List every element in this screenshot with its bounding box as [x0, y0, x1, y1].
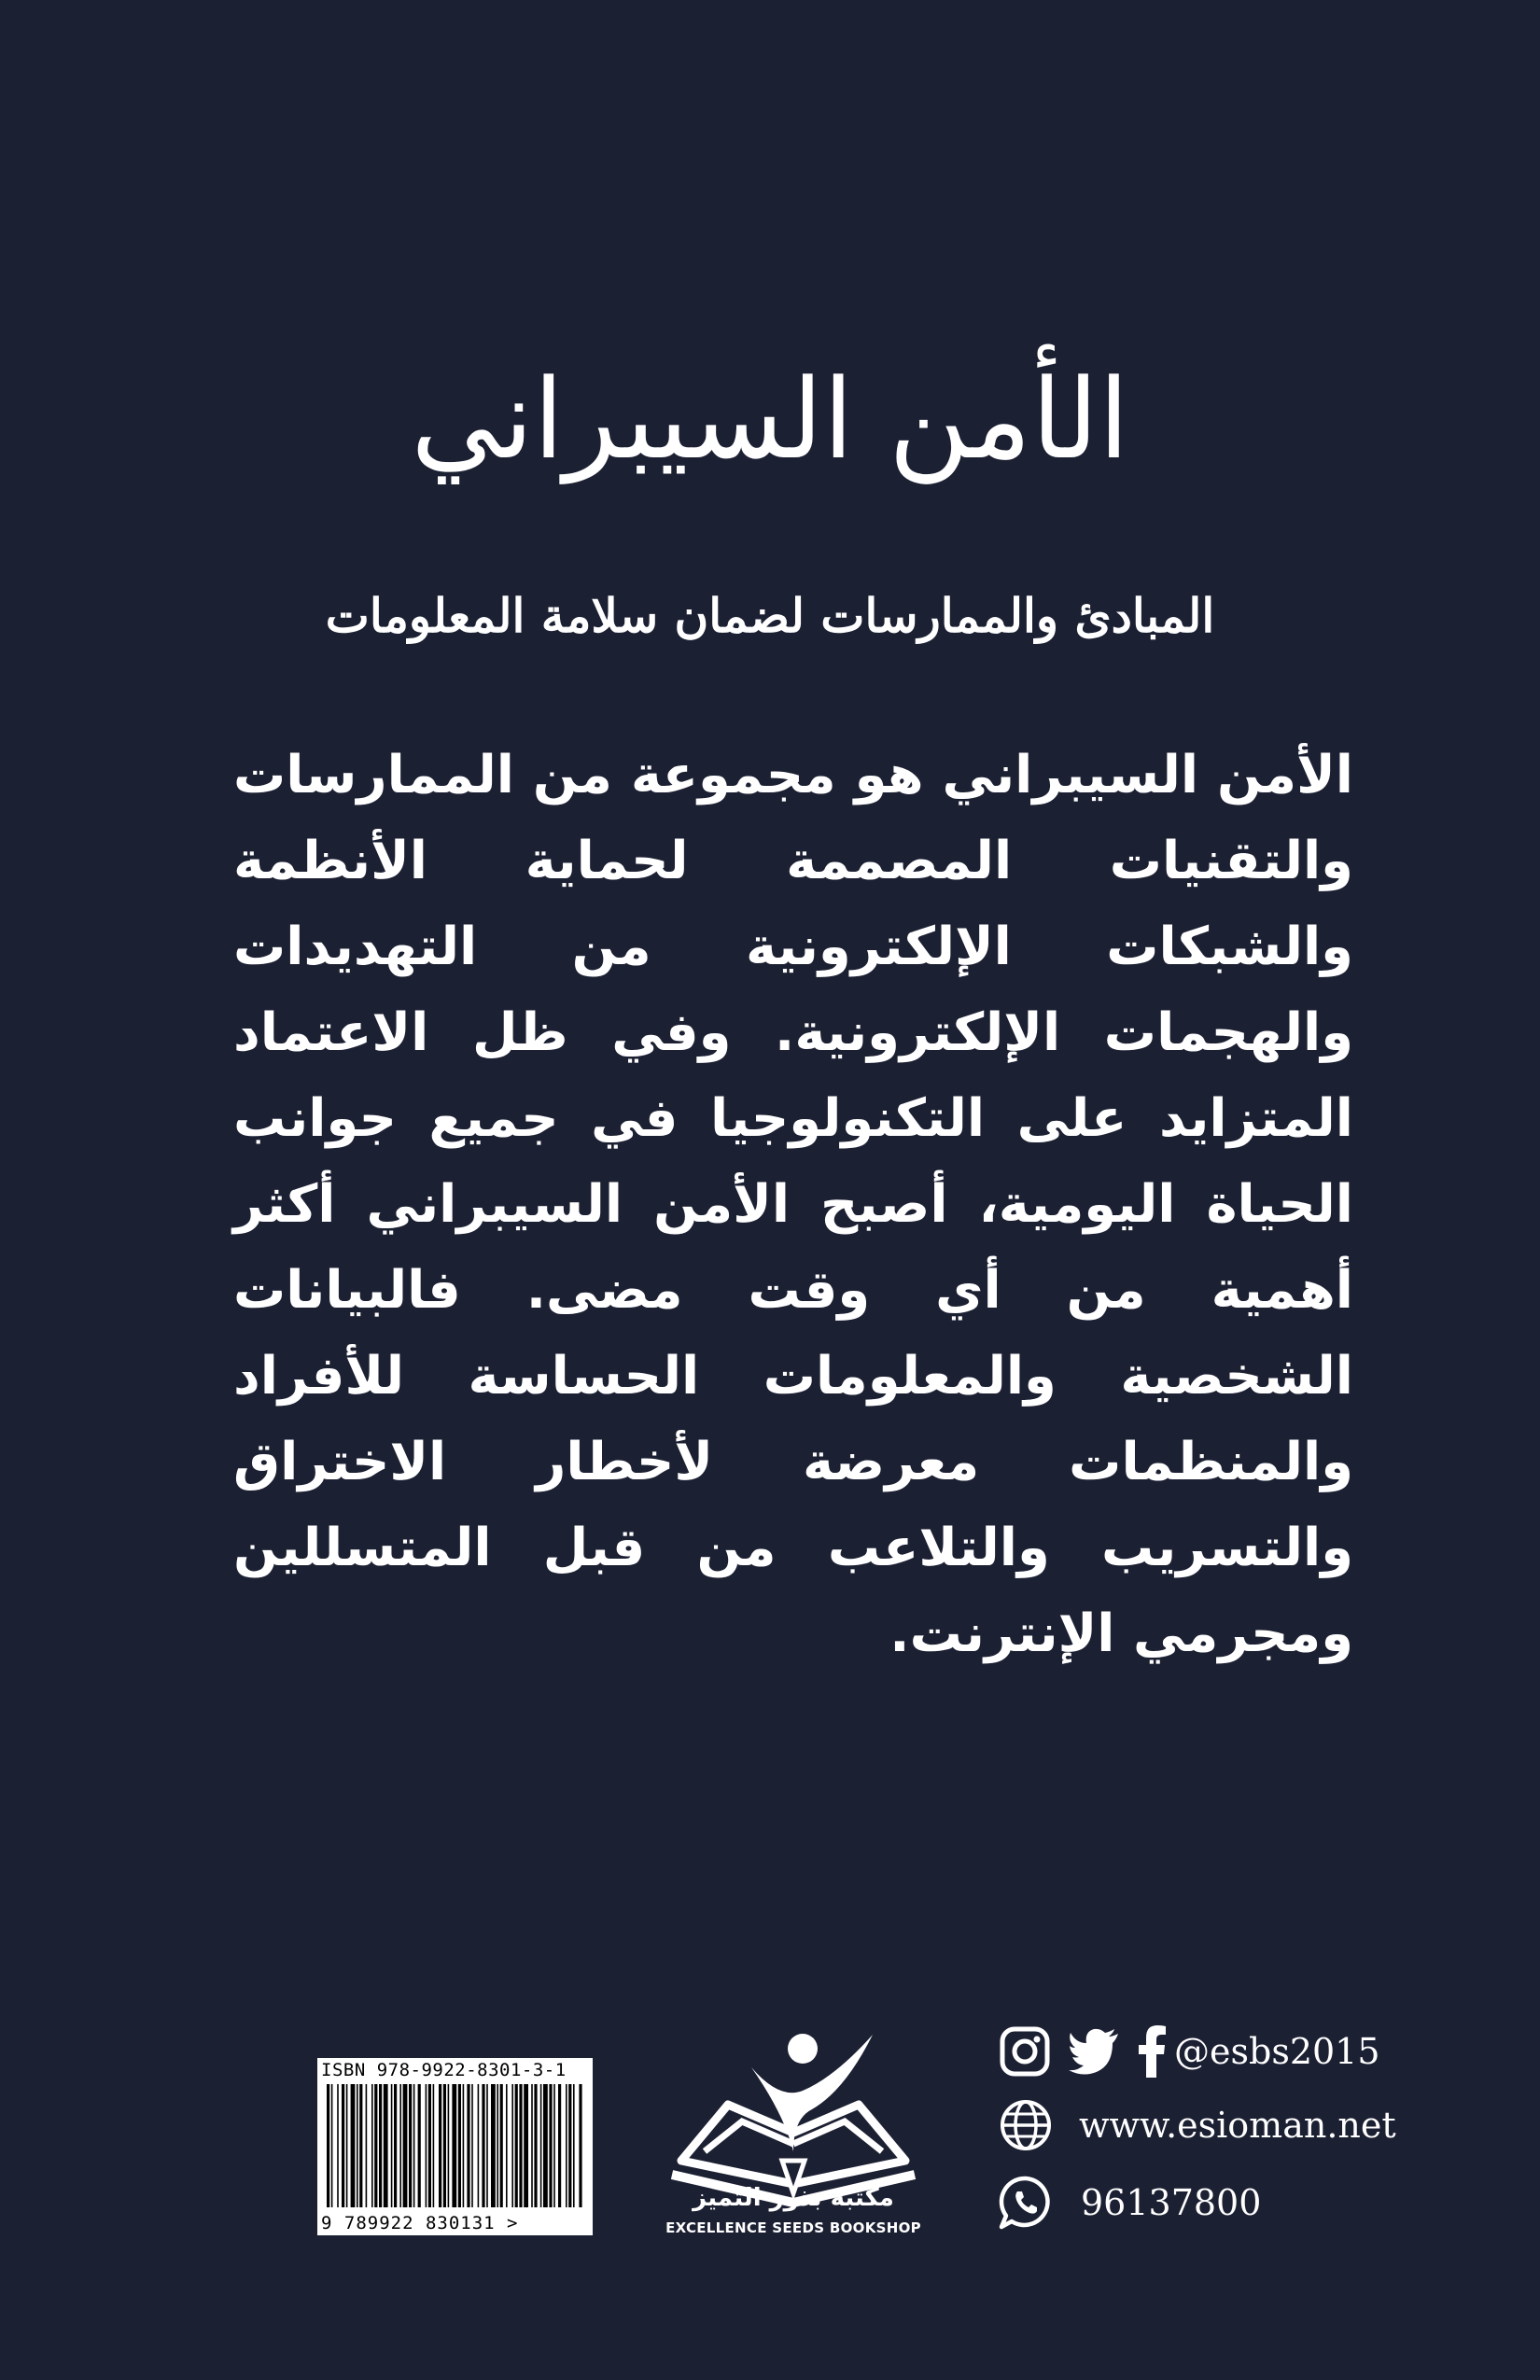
- globe-icon: [999, 2098, 1053, 2152]
- barcode-digits: 9 789922 830131 >: [321, 2213, 519, 2233]
- book-subtitle: المبادئ والممارسات لضمان سلامة المعلومات: [325, 588, 1215, 643]
- facebook-icon[interactable]: [1139, 2025, 1167, 2078]
- isbn-barcode: [317, 2058, 593, 2235]
- phone-number[interactable]: 96137800: [1081, 2182, 1262, 2223]
- social-handle[interactable]: @esbs2015: [1174, 2031, 1380, 2072]
- twitter-icon[interactable]: [1068, 2028, 1120, 2075]
- publisher-name-ar: مكتبة بذور التميز: [693, 2184, 894, 2212]
- instagram-icon[interactable]: [999, 2025, 1051, 2078]
- book-description: الأمن السيبراني هو مجموعة من الممارسات والتقنيات المصممة لحماية الأنظمة والشبكات الإلكترونية من التهديدات والهجمات الإلكترونية. وفي ظل الاعتماد المتزايد على التكنولوجيا في جميع جوانب الحياة اليومية، أصبح الأمن السيبراني أكثر أهمية من أي وقت مضى. فالبيانات الشخصية والمعلومات الحساسة للأفراد والمنظمات معرضة لأخطار الاختراق والتسريب والتلاعب من قبل المتسللين ومجرمي الإنترنت.: [233, 745, 1353, 1664]
- phone-row: [999, 2175, 1261, 2231]
- whatsapp-icon[interactable]: [999, 2175, 1053, 2231]
- social-row: [999, 2025, 1380, 2078]
- website-row: [999, 2098, 1396, 2152]
- website-link[interactable]: www.esioman.net: [1079, 2105, 1396, 2146]
- book-title: الأمن السيبراني: [411, 355, 1129, 483]
- isbn-label: ISBN 978-9922-8301-3-1: [321, 2060, 567, 2080]
- publisher-name-en: EXCELLENCE SEEDS BOOKSHOP: [665, 2219, 921, 2236]
- barcode-bars: [325, 2084, 584, 2207]
